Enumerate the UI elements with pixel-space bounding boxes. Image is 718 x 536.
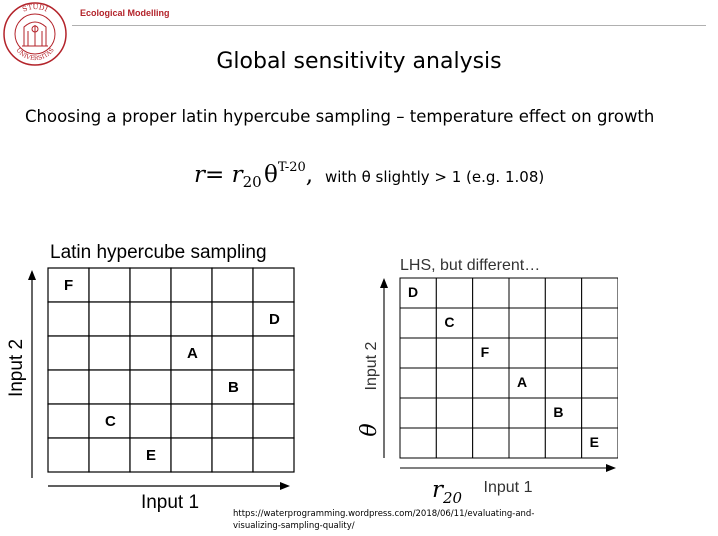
lhs-different-grid-cell (582, 368, 618, 398)
formula-theta: θ (263, 162, 278, 188)
lhs-grid-cell (48, 336, 89, 370)
lhs-grid-cell (253, 268, 294, 302)
lhs-grid-cell (48, 404, 89, 438)
lhs-different-grid-cell (400, 428, 436, 458)
lhs-different-grid-cell (436, 428, 472, 458)
lhs-different-title: LHS, but different… (400, 257, 541, 274)
lhs-sample-a: A (187, 345, 198, 362)
lhs-different-grid-cell (582, 338, 618, 368)
lhs-different-grid-cell (582, 398, 618, 428)
lhs-different-grid-cell (473, 308, 509, 338)
lhs-grid-cell (212, 404, 253, 438)
formula-base: r (231, 162, 243, 188)
lhs-different-grid-cell (509, 428, 545, 458)
lhs-different-grid-cell (509, 368, 545, 398)
lhs-grid-cell (171, 268, 212, 302)
lhs-different-grid-cell (582, 428, 618, 458)
lhs-grid-cell (130, 268, 171, 302)
lhs-different-grid-cell (436, 308, 472, 338)
formula-exponent: T-20 (277, 160, 306, 175)
formula-base-subscript: 20 (242, 173, 262, 191)
lhs-grid-cell (130, 404, 171, 438)
lhs-different-y-axis-label: Input 2 (363, 341, 380, 391)
lhs-different-sample-e: E (589, 434, 600, 450)
lhs-different-grid-cell (436, 338, 472, 368)
lhs-different-x-axis-label: Input 1 (483, 479, 533, 496)
lhs-different-grid-cell (473, 368, 509, 398)
lhs-sample-d: D (269, 311, 280, 328)
lhs-grid-cell (130, 302, 171, 336)
r20-symbol-sub: 20 (443, 489, 463, 507)
r20-symbol (432, 477, 463, 507)
lhs-different-grid-cell (582, 278, 618, 308)
lhs-grid-cell (171, 370, 212, 404)
header-divider (72, 25, 706, 26)
theta-symbol: θ (357, 423, 382, 437)
lhs-grid-cell (253, 438, 294, 472)
source-url-line2: visualizing-sampling-quality/ (233, 521, 355, 531)
lhs-grid-cell (89, 268, 130, 302)
lhs-different-grid-cell (473, 428, 509, 458)
lhs-different-grid-cell (509, 398, 545, 428)
seal-text-bottom: UNIVERSITAS (14, 46, 56, 63)
lhs-different-grid-cell (400, 338, 436, 368)
formula-note: with θ slightly > 1 (e.g. 1.08) (325, 168, 545, 186)
lhs-different-grid-cell (436, 398, 472, 428)
lhs-grid-cell (89, 336, 130, 370)
lhs-different-grid-cell (400, 368, 436, 398)
lhs-sample-f: F (64, 277, 74, 294)
lhs-x-axis-label: Input 1 (140, 492, 200, 513)
lhs-different-grid-cell (582, 308, 618, 338)
lhs-grid-cell (212, 336, 253, 370)
lhs-grid-cell (48, 302, 89, 336)
lhs-sample-b: B (228, 379, 239, 396)
lhs-different-grid-cell (545, 428, 581, 458)
lhs-grid-cell (48, 370, 89, 404)
lhs-grid-cell (212, 302, 253, 336)
lhs-different-grid-cell (509, 278, 545, 308)
lhs-different-grid-cell (473, 278, 509, 308)
lhs-different-y-axis-arrow (380, 278, 388, 288)
lhs-grid-cell (171, 438, 212, 472)
seal-text-top: STUDI (21, 2, 49, 14)
lhs-diagram (0, 234, 300, 516)
lhs-different-x-axis-arrow (606, 464, 616, 472)
lhs-grid-cell (89, 302, 130, 336)
growth-formula (194, 160, 313, 191)
lhs-grid-cell (89, 370, 130, 404)
lhs-different-grid-cell (509, 338, 545, 368)
r20-symbol-base: r (432, 477, 443, 503)
formula-comma: , (305, 162, 314, 188)
lhs-grid-cell (253, 404, 294, 438)
lhs-grid-cell (253, 370, 294, 404)
lhs-y-axis-label: Input 2 (6, 338, 27, 398)
lhs-different-grid-cell (545, 278, 581, 308)
lhs-grid-cell (212, 268, 253, 302)
lhs-different-grid-cell (545, 338, 581, 368)
lhs-title: Latin hypercube sampling (50, 242, 267, 263)
lhs-grid-cell (48, 438, 89, 472)
course-title: Ecological Modelling (80, 8, 170, 18)
lhs-grid-cell (130, 370, 171, 404)
lhs-different-grid-cell (400, 278, 436, 308)
formula-equals: = (205, 162, 232, 188)
lhs-y-axis-arrow (28, 270, 36, 280)
lhs-different-grid-cell (473, 398, 509, 428)
lhs-different-grid-cell (473, 338, 509, 368)
lhs-different-sample-f: F (480, 344, 490, 360)
lhs-grid-cell (171, 404, 212, 438)
lhs-different-grid-cell (545, 308, 581, 338)
formula-lhs: r (194, 162, 205, 188)
lhs-different-sample-d: D (408, 284, 419, 300)
lhs-sample-c: C (105, 413, 116, 430)
lhs-grid (48, 268, 294, 472)
lhs-different-grid-cell (436, 278, 472, 308)
lhs-grid-cell (130, 336, 171, 370)
source-url-line1: https://waterprogramming.wordpress.com/2018/06/11/evaluating-and- (233, 509, 535, 519)
lhs-different-grid-cell (400, 308, 436, 338)
lhs-sample-e: E (146, 447, 157, 464)
lhs-different-sample-c: C (444, 314, 455, 330)
lhs-different-grid-cell (545, 368, 581, 398)
lhs-different-sample-b: B (553, 404, 564, 420)
lhs-grid-cell (89, 438, 130, 472)
lhs-different-grid-cell (400, 398, 436, 428)
lhs-different-grid-cell (545, 398, 581, 428)
lhs-grid-cell (253, 336, 294, 370)
lhs-x-axis-arrow (280, 482, 290, 490)
lhs-different-sample-a: A (517, 374, 528, 390)
slide-title: Global sensitivity analysis (216, 49, 502, 74)
source-credit (233, 508, 593, 532)
lhs-grid-cell (171, 302, 212, 336)
lhs-different-diagram (350, 248, 618, 508)
lhs-different-grid-cell (509, 308, 545, 338)
lhs-different-grid (400, 278, 618, 458)
lhs-different-grid-cell (436, 368, 472, 398)
slide-subtitle: Choosing a proper latin hypercube sampling – temperature effect on growth (25, 107, 655, 126)
lhs-grid-cell (212, 438, 253, 472)
